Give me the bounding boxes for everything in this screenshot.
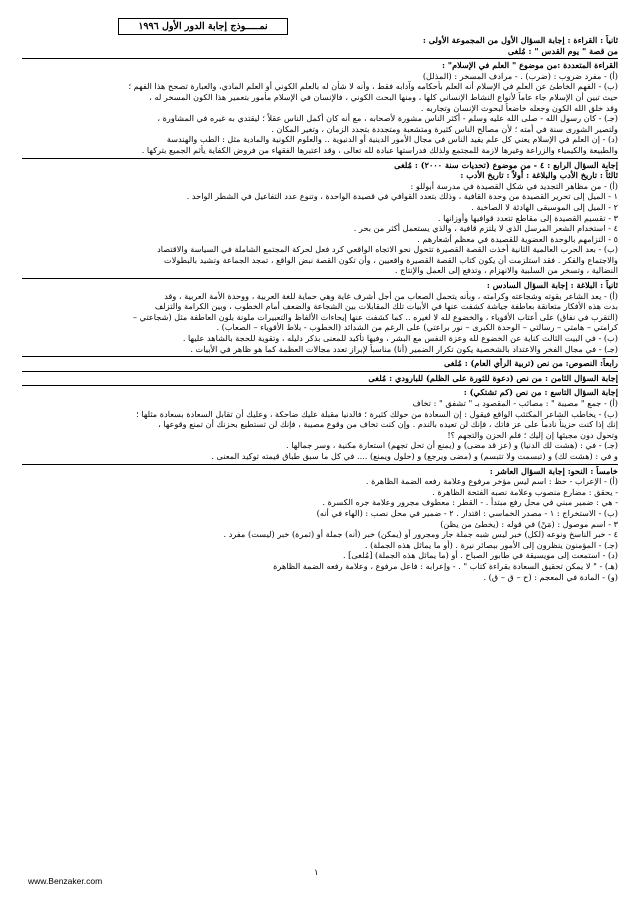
section-divider <box>22 371 618 372</box>
section-heading: إجابة السؤال الثامن : من نص (دعوة للثورة على الظلم) للبارودي : مُلغى <box>368 372 618 383</box>
section-divider <box>22 464 618 465</box>
section-heading: ثانياً : البلاغة : إجابة السؤال السادس : <box>486 280 618 291</box>
section-divider <box>22 158 618 159</box>
section-heading: إجابة السؤال التاسع : من نص (كم تشتكي) : <box>463 387 618 398</box>
answer-line: وتحول دون مجيئها إن إليك ؛ فلم الحزن والتجهم ؟! <box>447 429 618 440</box>
answer-line: والاجتماع والفكر . فقد استلزمت أن يكون كتاب القصة القصيرة واقعيين ، وأن تكون القصة نبض الواقع ، تمجد الجماعة وتشيد بالبطولات <box>164 254 618 265</box>
page-number: ١ <box>314 868 319 878</box>
answer-line: بدت هذه الأفكار متعانقة بعاطفة جياشة كشفت عنها في الأبيات تلك المقابلات بين الشجاعة والضعف أمام الخطوب ، وبين الكرامة والتزلف <box>154 301 618 312</box>
answer-line: ولتصير الشورى سنة في أمته ؛ لأن مصالح الناس كثيرة ومتشعبة ومتجددة بتجدد الزمان ، وتغير المكان . <box>271 123 618 134</box>
answer-page <box>22 18 618 886</box>
answer-line: (هـ) - " لا يمكن تحقيق السعادة بقراءة كتاب " . - وإعرابه : فاعل مرفوع ، وعلامة رفعه الضمة الظاهرة <box>273 560 618 571</box>
section-heading: خامساً : النحو: إجابة السؤال العاشر : <box>489 465 618 476</box>
section-heading: رابعاً: النصوص: من نص (تربية الرأي العام) : مُلغى <box>443 358 618 369</box>
answer-line: (جـ) - في مجال الفخر والاعتداد بالشخصية يكون تكرار الضمير (أنا) مناسباً لإبراز تعدد مجالات العظمة كما هو ظاهر في الأبيات . <box>190 343 618 354</box>
answer-line: (أ) - جمع " مصيبة " : مصائب - المقصود بـ " تشفق " : تخاف <box>412 398 618 408</box>
section-divider <box>22 278 618 279</box>
answer-line: (د) - استمعت إلى مويسيقة في طابور الصباح . أو (ما يماثل هذه الجملة) [مُلغى] . <box>342 550 618 561</box>
answer-line: إنك إذا كنت حزيناً نادماً على عز فاتك ، فإنك لن تعيده بالندم . وإن كنت تخاف من وقوع مصيبة ، فإنك لن تستطيع بحزنك أن تمنع وقوعها ، <box>158 419 618 430</box>
answer-line: (جـ) - في : (هشت لك الدنيا) و (عز قد مضى) و (يمنع أن تحل تجهم) استعارة مكنية ، وسر جمالها . <box>286 440 618 451</box>
answer-line: وقد خلق الله الكون وجعله خاضعاً لبحوث الإنسان وتجاربه . <box>420 102 618 113</box>
answer-line: (ب) - في البيت الثالث كناية عن الخضوع لله وعزة النفس مع البشر ، وفيها تأكيد للمعنى بذكر دليله ، وتقوية للحجة بالشاهد عليها . <box>182 333 618 344</box>
answer-line: (ب) - بعد الحرب العالمية الثانية أخذت القصة القصيرة تتحول نحو الاتجاه الواقعي كرد فعل لحركة المجتمع الشاملة في السياسة والاقتصاد <box>157 244 618 255</box>
answer-line: (أ) - يعد الشاعر بقوته وشجاعته وكرامته ، وبأنه يتحمل الصعاب من أجل أشرف غاية وهي حماية للغة العربية ، ووحدة الأمة العربية ، وقد <box>164 290 618 301</box>
answer-line: (جـ) - المؤمنون ينظرون إلى الأمور ببصائر نيرة . (أو ما يماثل هذه الجملة) . <box>364 539 618 550</box>
answer-line: ٤ - خبر الناسخ ونوعه (لكل) خبر ليس شبه جملة جار ومجرور أو (يمكن) خبر (أنه) جملة أو (ثمرة) خبر (ليست) مفرد . <box>223 529 618 540</box>
section-heading: إجابة السؤال الرابع : ٤ - من موضوع (تحديات سنة ٢٠٠٠) : مُلغى <box>394 159 618 170</box>
answer-line: (ب) - الاستخراج : ١ - مصدر الخماسي : اقتدار . ٢ - ضمير في محل نصب : (الهاء في أنه) <box>316 507 618 518</box>
section-divider <box>22 58 618 59</box>
answer-line: (د) - إن العلم في الإسلام يعني كل علم يفيد الناس في مجال الأمور الدينية أو الدنيوية .. والعلوم الكونية والمادية مثل : الطب والهندسة <box>166 134 618 145</box>
answer-content <box>22 35 618 582</box>
answer-line: (ب) - الفهم الخاطئ عن العلم في الإسلام أنه العلم بأحكامه وآدابه فقط ، وأنه لا شأن له بالعلم الكوني أو العلم المادي، والعبارة تصحح هذا الفهم ؛ <box>128 81 618 92</box>
answer-line: (التقرب في نفاق) على أعتاب الأقوياء ، والخضوع لله لا لغيره .. كما كشفت عنها إيحاءات الألفاظ والتعبيرات ملونة بلون العاطفة مثل (شجاعتي – <box>132 311 618 322</box>
answer-line: - يحقق : مضارع منصوب وعلامة نصبه الفتحة الظاهرة . <box>432 486 618 497</box>
answer-line: - هي : ضمير مبني في محل رفع مبتدأ . - القطر : معطوف مجرور وعلامة جره الكسرة . <box>322 497 618 508</box>
answer-line: ٤ - استخدام الشعر المرسل الذي لا يلتزم قافية ، والذي يستعمل أكثر من بحر . <box>353 223 618 234</box>
answer-line: ٣ - اسم موصول : (مَنْ) في قوله : (يخطئ من يظن) <box>440 518 618 529</box>
answer-line: (ب) - يخاطب الشاعر المكتئب الواقع فيقول : إن السعادة من حولك كثيرة ؛ فالدنيا مقبلة عليك ضاحكة ، وعليك أن تقابل السعادة بسعادة مثلها ؛ <box>136 408 618 419</box>
answer-line: كرامتي – هامتي – رسالتي – الوحدة الكبرى – نور براعتي) على الرغم من الشدائد (الخطوب - بلاط الأقوياء – الصعاب) . <box>216 322 618 333</box>
section-heading: ثانياً : القراءة : إجابة السؤال الأول من المجموعة الأولى : <box>422 35 618 45</box>
answer-line: حيث تبين أن الإسلام جاء عاماً لأنواع النشاط الإنساني كلها ، ومنها البحث الكوني ، فالإنسان في الإسلام مأمور بتعمير هذا الكون المسخر له ، <box>149 91 618 102</box>
answer-line: ٥ - التزامهم بالوحدة العضوية للقصيدة في معظم أشعارهم . <box>417 233 618 244</box>
answer-line: (أ) - من مظاهر التجديد في شكل القصيدة في مدرسة أبوللو : <box>410 180 618 191</box>
section-heading: من قصة " يوم القدس " : مُلغى <box>507 45 618 56</box>
answer-line: النضالية ، وتسخر من السلبية والانهزام ، وتدفع إلى العمل والإنتاج . <box>394 265 618 276</box>
answer-line: و في : (هشت لك) و (تبسمت ولا تتبسم) و (مضى ويرجع) و (حلول ويمنع) .... في كل ما سبق طباق قيمته توكيد المعنى . <box>211 450 618 461</box>
answer-line: (جـ) - كان رسول الله - صلى الله عليه وسلم - أكثر الناس مشورة لأصحابه ، مع أنه كان أكمل الناس عقلاً ؛ ليقتدي به غيره في المشاورة ، <box>157 113 618 124</box>
answer-line: ٣ - تقسيم القصيدة إلى مقاطع تتعدد قوافيها وأوزانها . <box>437 212 618 223</box>
answer-line: (أ) - الإعراب - حظ : اسم ليس مؤخر مرفوع وعلامة رفعه الضمة الظاهرة . <box>365 476 618 487</box>
section-heading: ثالثاً : تاريخ الأدب والبلاغة : أولاً : تاريخ الأدب : <box>460 170 618 181</box>
section-divider <box>22 385 618 386</box>
footer-site: www.Benzaker.com <box>28 876 103 886</box>
section-divider <box>22 356 618 357</box>
answer-line: ١ - الميل إلى تحرير القصيدة من وحدة القافية ، وذلك بتعدد القوافي في قصيدة الواحدة ، وتنوع عدد التفاعيل في الشطر الواحد . <box>186 191 618 202</box>
page-footer <box>22 868 618 890</box>
page-title: نمـــــوذج إجابة الدور الأول ١٩٩٦ <box>118 18 288 35</box>
answer-line: والطبيعة والكيمياء والزراعة وغيرها لازمة للمجتمع ولذلك فدراستها عبادة لله تعالى ، وقد اعتبرها الفقهاء من فروض الكفاية يأثم الجميع بتركها . <box>141 144 618 155</box>
answer-line: (أ) - مفرد ضروب : (ضرب) . - مرادف المسخر : (المذلل) <box>422 70 618 81</box>
answer-line: (و) - المادة في المعجم : (ح – ق – ق) . <box>483 571 618 582</box>
answer-line: ٢ - الميل إلى الموسيقى الهادئة لا الصاخبة . <box>471 201 618 212</box>
section-heading: القراءة المتعددة :من موضوع " العلم في الإسلام" : <box>441 60 618 71</box>
